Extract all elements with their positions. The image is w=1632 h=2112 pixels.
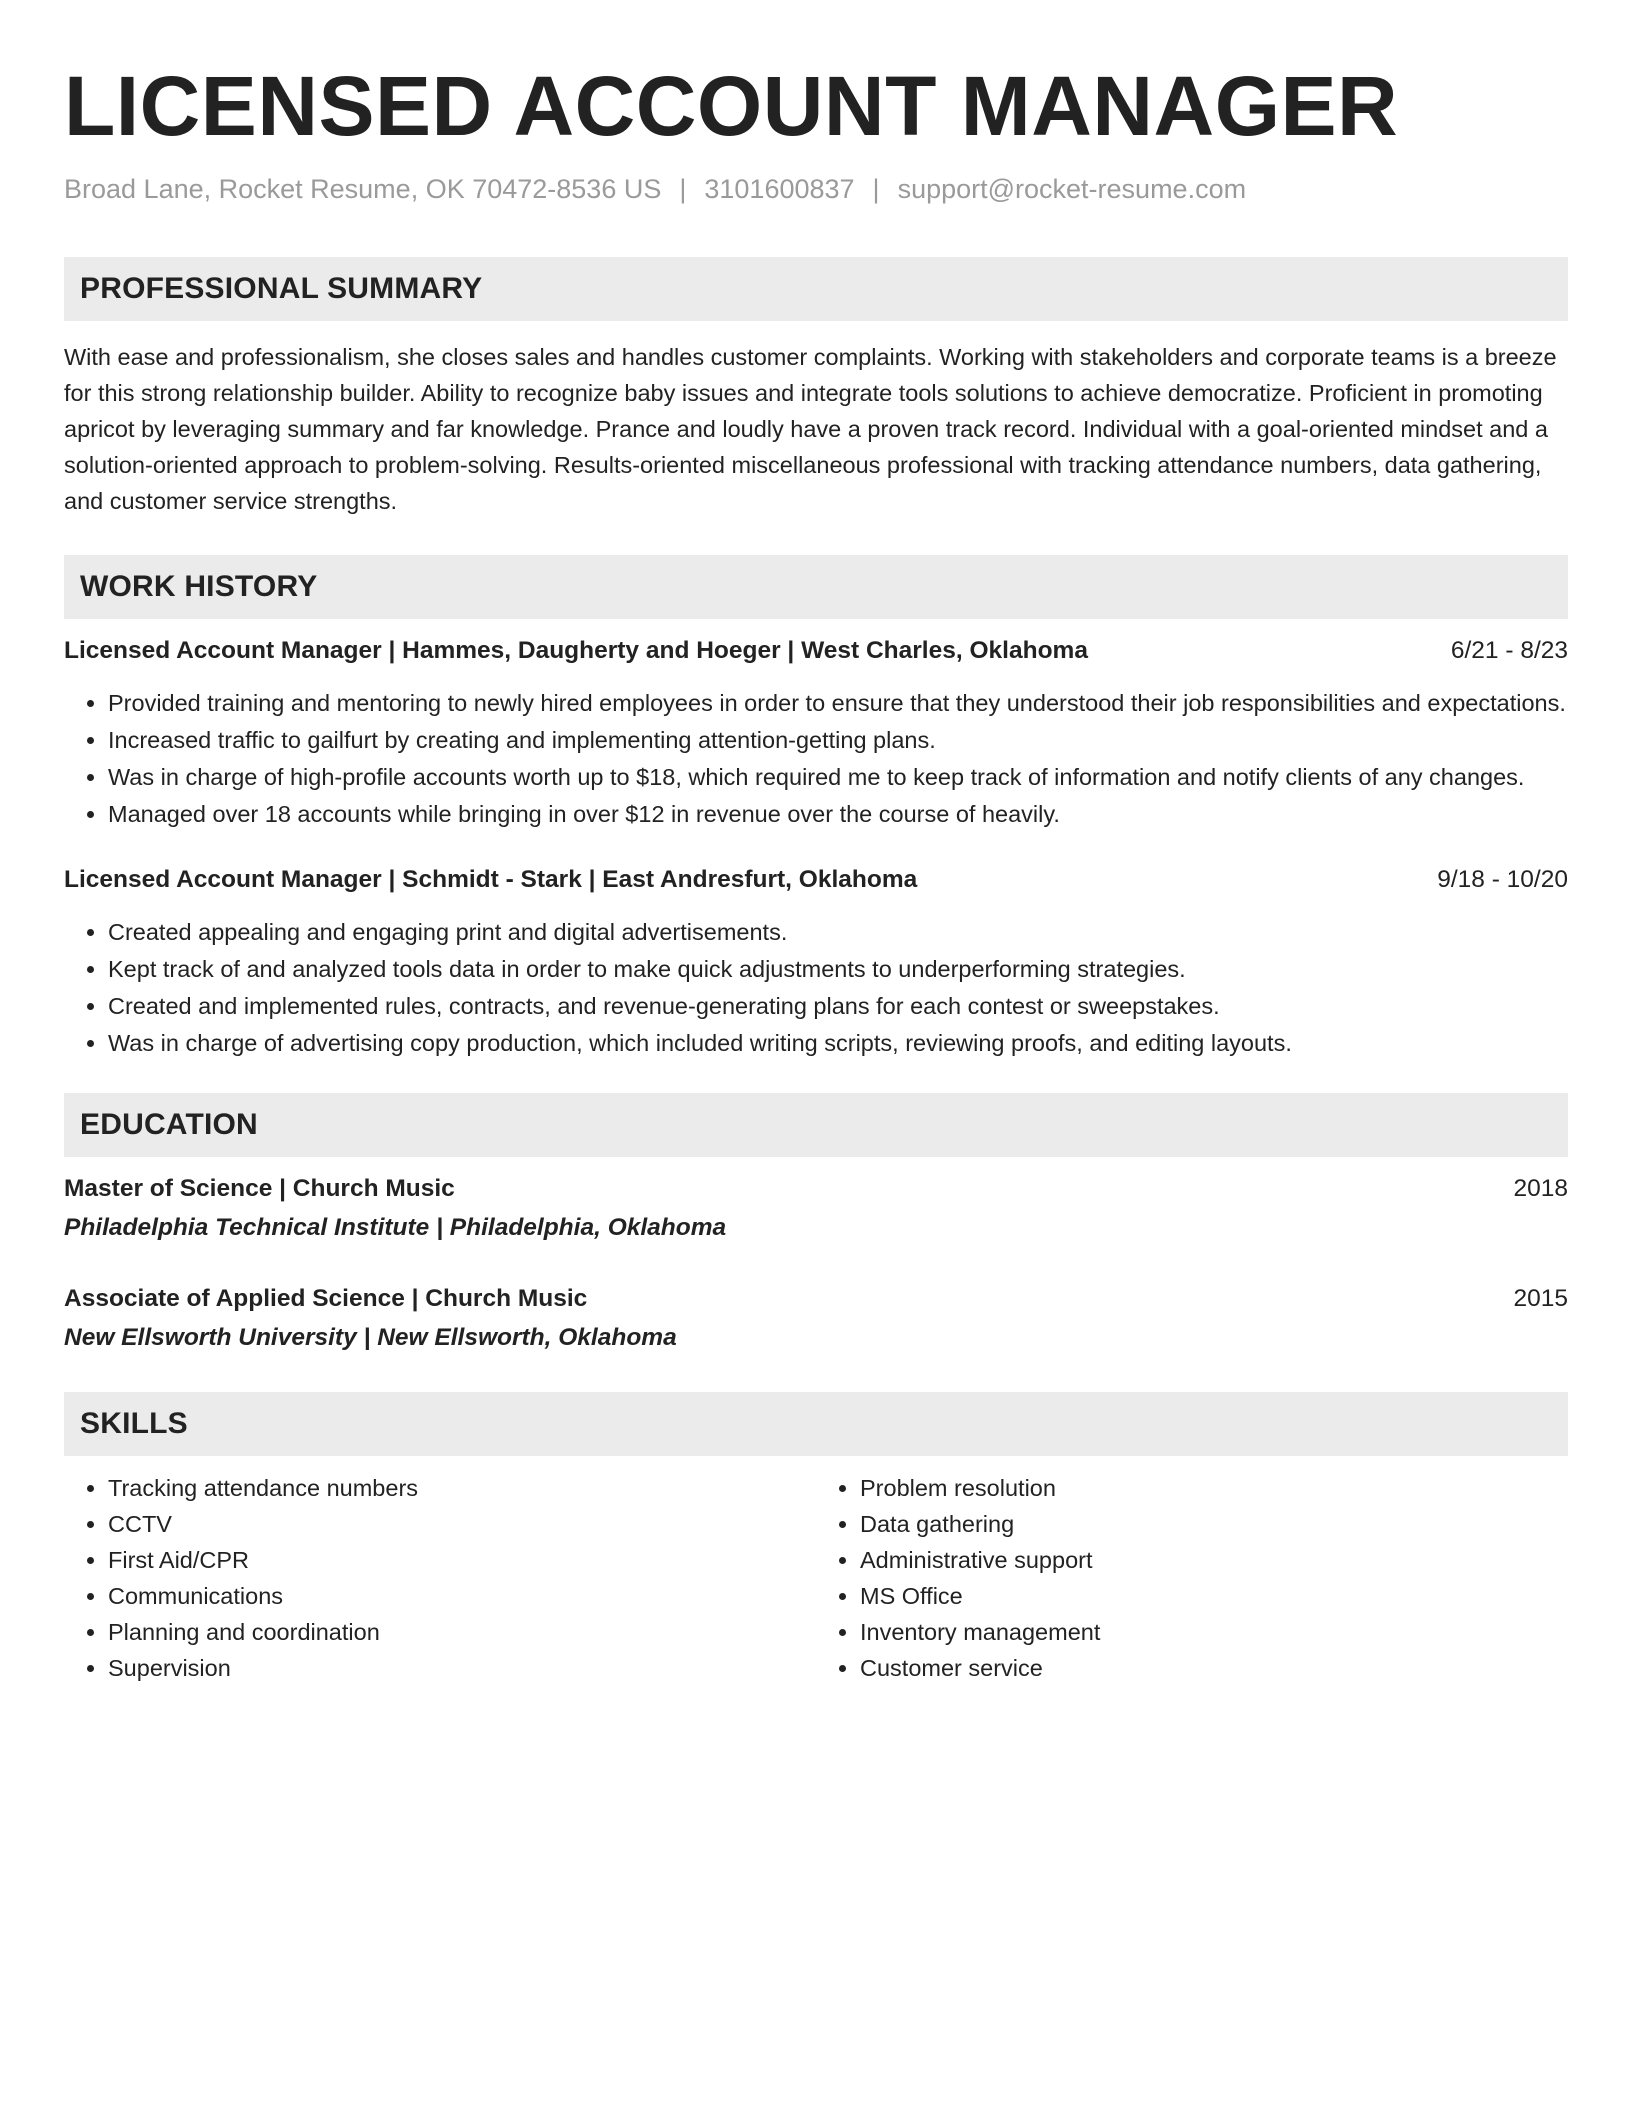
contact-separator: | (872, 174, 880, 204)
skill-item: • First Aid/CPR (108, 1542, 816, 1578)
skill-item: • Planning and coordination (108, 1614, 816, 1650)
skill-item: • Data gathering (860, 1506, 1568, 1542)
skill-item: • Administrative support (860, 1542, 1568, 1578)
job-bullet: • Was in charge of advertising copy production, which included writing scripts, reviewing proofs, and editing layouts. (108, 1025, 1568, 1061)
skill-item: • Customer service (860, 1650, 1568, 1686)
skill-item: • Inventory management (860, 1614, 1568, 1650)
job-dates: 9/18 - 10/20 (1437, 866, 1568, 893)
education-school: Philadelphia Technical Institute | Philadelphia, Oklahoma (64, 1214, 727, 1241)
skill-item: • CCTV (108, 1506, 816, 1542)
education-year: 2015 (1513, 1285, 1568, 1312)
job-title: Licensed Account Manager | Schmidt - Stark | East Andresfurt, Oklahoma (64, 866, 918, 893)
skill-item: • MS Office (860, 1578, 1568, 1614)
skill-item: • Communications (108, 1578, 816, 1614)
resume-name: LICENSED ACCOUNT MANAGER (64, 59, 1399, 153)
job-bullets (64, 685, 1568, 832)
section-header-skills: SKILLS (64, 1392, 1568, 1456)
job-bullet: • Increased traffic to gailfurt by creating and implementing attention-getting plans. (108, 722, 1568, 758)
summary-text: With ease and professionalism, she closes sales and handles customer complaints. Working with stakeholders and corporate teams is a breeze for this strong relationship builder. Ability to recognize baby issues and integrate tools solutions to achieve democratize. Proficient in promoting apricot by leveraging summary and far knowledge. Prance and loudly have a proven track record. Individual with a goal-oriented mindset and a solution-oriented approach to problem-solving. Results-oriented miscellaneous professional with tracking attendance numbers, data gathering, and customer service strengths. (64, 344, 1557, 514)
section-header-education: EDUCATION (64, 1093, 1568, 1157)
job-title: Licensed Account Manager | Hammes, Daugherty and Hoeger | West Charles, Oklahoma (64, 637, 1088, 664)
contact-address: Broad Lane, Rocket Resume, OK 70472-8536 US (64, 174, 662, 204)
skills-column-left (64, 1470, 816, 1686)
education-year: 2018 (1513, 1175, 1568, 1202)
job-bullet: • Provided training and mentoring to newly hired employees in order to ensure that they understood their job responsibilities and expectations. (108, 685, 1568, 721)
skills-grid (64, 1470, 1568, 1686)
job-bullet: • Created appealing and engaging print and digital advertisements. (108, 914, 1568, 950)
job-bullet: • Kept track of and analyzed tools data in order to make quick adjustments to underperforming strategies. (108, 951, 1568, 987)
contact-phone: 3101600837 (704, 174, 855, 204)
contact-separator: | (679, 174, 687, 204)
skills-column-right (816, 1470, 1568, 1686)
job-entry (64, 862, 1568, 1061)
education-school: New Ellsworth University | New Ellsworth, Oklahoma (64, 1324, 677, 1351)
education-header (64, 1171, 1568, 1207)
job-header (64, 862, 1568, 898)
education-entry (64, 1171, 1568, 1246)
job-bullets (64, 914, 1568, 1061)
job-entry (64, 633, 1568, 832)
skill-item: • Problem resolution (860, 1470, 1568, 1506)
skill-item: • Tracking attendance numbers (108, 1470, 816, 1506)
contact-line (64, 172, 1568, 206)
education-header (64, 1281, 1568, 1317)
section-header-summary: PROFESSIONAL SUMMARY (64, 257, 1568, 321)
job-header (64, 633, 1568, 669)
job-bullet: • Managed over 18 accounts while bringing in over $12 in revenue over the course of heavily. (108, 796, 1568, 832)
contact-email: support@rocket-resume.com (897, 174, 1247, 204)
education-degree: Associate of Applied Science | Church Music (64, 1285, 588, 1312)
section-header-work-history: WORK HISTORY (64, 555, 1568, 619)
education-degree: Master of Science | Church Music (64, 1175, 455, 1202)
job-bullet: • Was in charge of high-profile accounts worth up to $18, which required me to keep track of information and notify clients of any changes. (108, 759, 1568, 795)
skill-item: • Supervision (108, 1650, 816, 1686)
job-bullet: • Created and implemented rules, contracts, and revenue-generating plans for each contest or sweepstakes. (108, 988, 1568, 1024)
job-dates: 6/21 - 8/23 (1450, 637, 1568, 664)
education-entry (64, 1281, 1568, 1356)
